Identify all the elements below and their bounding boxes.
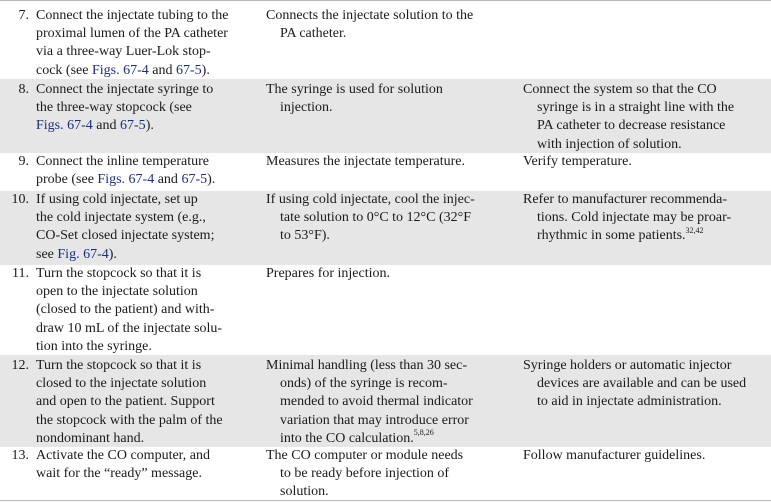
special-considerations-cell [523,191,771,246]
rationale-text: The syringe is used for solution [266,82,443,97]
step-text: proximal lumen of the PA catheter [36,26,228,42]
table-row [0,447,771,501]
rationale-text: Connects the injectate solution to the [266,8,474,23]
special-considerations-cell [523,153,771,171]
special-text: Connect the system so that the CO [523,82,717,97]
step-text: see Fig. 67-4). [36,246,117,262]
rationale-cell [266,357,511,448]
step-text: Connect the inline temperature [36,154,209,169]
special-text: syringe is in a straight line with the [537,100,735,116]
rationale-cell [266,191,511,246]
rationale-text: Measures the injectate temperature. [266,154,466,169]
step-number: 11. [12,266,29,281]
rationale-text: PA catheter. [280,26,347,42]
rationale-text: injection. [280,100,333,116]
step-number: 8. [18,82,29,97]
reference-superscript: 32,42 [685,225,704,235]
step-text: the three-way stopcock (see [36,100,192,116]
step-text: the cold injectate system (e.g., [36,210,206,226]
special-text: to aid in injectate administration. [537,394,722,410]
figure-reference-link[interactable]: Figs. 67-4 [91,62,149,78]
rationale-cell [266,153,511,171]
reference-superscript: 5,8,26 [413,428,434,438]
step-number: 9. [18,154,29,169]
step-text: via a three-way Luer-Lok stop- [36,44,211,60]
step-text: open to the injectate solution [36,284,198,300]
rationale-text: If using cold injectate, cool the injec- [266,192,475,207]
step-text: Connect the injectate tubing to the [36,8,229,23]
table-row [0,355,771,447]
special-text: PA catheter to decrease resistance [537,118,726,134]
step-number: 13. [11,448,29,463]
rationale-text: into the CO calculation. [280,430,414,446]
rationale-text-with-ref [266,430,511,448]
step-text: tion into the syringe. [36,338,152,354]
table-row [0,191,771,265]
figure-reference-link[interactable]: 67-5 [175,62,202,78]
special-text: devices are available and can be used [537,376,747,392]
step-text: CO-Set closed injectate system; [36,228,215,244]
special-text: Follow manufacturer guidelines. [523,448,706,463]
step-text: Turn the stopcock so that it is [36,266,202,281]
special-considerations-cell [523,447,771,465]
step-text: probe (see Figs. 67-4 and 67-5). [36,172,216,188]
figure-reference-link[interactable]: Fig. 67-4 [57,246,109,262]
rationale-text: solution. [280,484,329,500]
figure-reference-link[interactable]: Figs. 67-4 [36,118,93,134]
step-text: wait for the “ready” message. [36,466,202,482]
step-text: the stopcock with the palm of the [36,412,223,428]
rationale-text: mended to avoid thermal indicator [280,394,473,410]
step-number: 10. [11,192,29,207]
table-row [0,7,771,79]
special-text: Syringe holders or automatic injector [523,358,732,373]
rationale-cell [266,447,511,502]
step-text: Connect the injectate syringe to [36,82,214,97]
rationale-text: tate solution to 0°C to 12°C (32°F [280,210,472,226]
figure-reference-link[interactable]: 67-5 [181,172,208,188]
step-text: draw 10 mL of the injectate solu- [36,320,223,336]
step-text: closed to the injectate solution [36,376,207,392]
rationale-text: to be ready before injection of [280,466,450,482]
step-number: 12. [11,358,29,373]
step-text: (closed to the patient) and with- [36,302,215,318]
rationale-text: variation that may introduce error [280,412,469,428]
step-text: Turn the stopcock so that it is [36,358,202,373]
special-text: with injection of solution. [537,136,682,152]
figure-reference-link[interactable]: 67-5 [120,118,146,134]
special-text: Refer to manufacturer recommenda- [523,192,728,207]
step-text: Activate the CO computer, and [36,448,210,463]
special-considerations-cell [523,357,771,412]
special-text-with-ref [523,227,771,245]
table-row [0,79,771,153]
step-number: 7. [18,8,29,23]
step-text: nondominant hand. [36,430,145,446]
special-text: tions. Cold injectate may be proar- [537,210,732,226]
table-row [0,153,771,191]
rationale-text: The CO computer or module needs [266,448,464,463]
special-text: Verify temperature. [523,154,632,169]
rationale-text: onds) of the syringe is recom- [280,376,448,392]
rationale-text: Minimal handling (less than 30 sec- [266,358,468,373]
table-row [0,265,771,355]
rationale-cell [266,265,511,283]
step-text: Figs. 67-4 and 67-5). [36,118,154,134]
step-text: If using cold injectate, set up [36,192,198,207]
rationale-text: Prepares for injection. [266,266,391,281]
step-text: and open to the patient. Support [36,394,215,410]
rationale-cell [266,81,511,117]
step-text: cock (see Figs. 67-4 and 67-5). [36,62,210,78]
special-text: rhythmic in some patients. [537,228,686,244]
figure-reference-link[interactable]: Figs. 67-4 [97,172,155,188]
rationale-cell [266,7,511,43]
special-considerations-cell [523,81,771,154]
rationale-text: to 53°F). [280,228,330,244]
